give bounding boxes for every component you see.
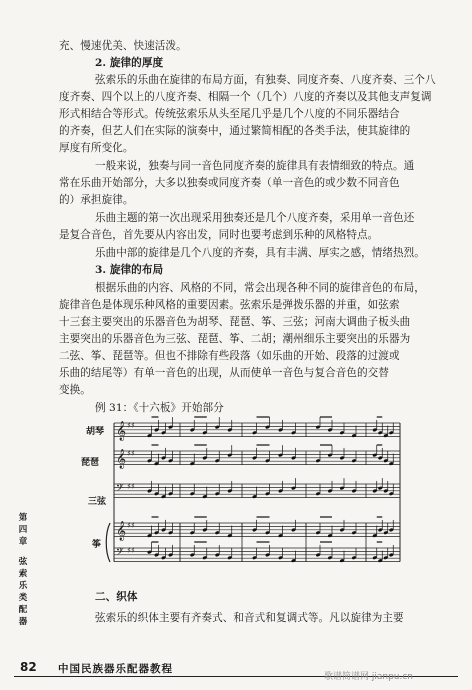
instrument-label-pipa: 琵琶	[81, 458, 100, 468]
sidebar-gap	[14, 548, 32, 556]
text-line: 厚度有所变化。	[59, 142, 134, 154]
text-line: 旋律音色是体现乐种风格的重要因素。弦索乐是弹拨乐器的并重，如弦索	[59, 299, 400, 311]
text-line: 是复合音色，首先要从内容出发，同时也要考虑到乐种的风格特点。	[59, 229, 379, 241]
page-number: 82	[20, 660, 37, 674]
text-line: 充、慢速优美、快速活泼。	[59, 40, 187, 52]
sidebar-char: 类	[18, 593, 28, 603]
text-line: 二弦、筝、琵琶等。但也不排除有些段落（如乐曲的开始、段落的过渡或	[59, 350, 400, 362]
section-heading-texture: 二、织体	[95, 591, 138, 603]
text-line: 乐曲的结尾等）有单一音色的出现，从而使单一音色与复合音色的交替	[59, 367, 389, 379]
instrument-label-zheng: 筝	[92, 540, 102, 550]
text-line: 常在乐曲开始部分，大多以独奏或同度齐奏（单一音色的或少数不同音色	[59, 177, 400, 189]
section-heading-layout: 3. 旋律的布局	[95, 264, 164, 276]
instrument-label-sanxian: 三弦	[88, 497, 107, 507]
text-line: 度齐奏、四个以上的八度齐奏、相隔一个（几个）八度的齐奏以及其他支声复调	[59, 91, 432, 103]
key-signature: ♯♯	[127, 546, 135, 555]
instrument-label-huqin: 胡琴	[86, 427, 105, 437]
treble-clef: 𝄞	[116, 521, 127, 541]
treble-clef: 𝄞	[116, 449, 127, 469]
text-line: 根据乐曲的内容、风格的不同，常会出现各种不同的旋律音色的布局，	[95, 282, 425, 294]
text-line: 的）承担旋律。	[59, 194, 134, 206]
text-line: 乐曲中部的旋律是几个八度的齐奏，具有丰满、厚实之感，情绪热烈。	[95, 247, 425, 259]
treble-clef: 𝄞	[116, 421, 127, 441]
sidebar-char: 乐	[18, 581, 28, 591]
text-line: 的齐奏，但艺人们在实际的演奏中，通过繁简相配的各类手法，使其旋律的	[59, 125, 411, 137]
key-signature: ♯♯	[127, 521, 135, 530]
sidebar-char: 章	[18, 537, 28, 547]
bass-clef: 𝄢	[116, 546, 124, 560]
sidebar-char: 第	[18, 513, 28, 523]
text-line: 弦索乐的织体主要有齐奏式、和音式和复调式等。凡以旋律为主要	[95, 612, 404, 624]
sidebar-char: 器	[18, 617, 28, 627]
section-heading-thickness: 2. 旋律的厚度	[95, 57, 164, 69]
key-signature: ♯♯	[127, 449, 135, 458]
watermark: 歌谱简谱网 jianpu.cn	[324, 672, 414, 682]
text-line: 形式相结合等形式。传统弦索乐从头至尾几乎是几个八度的不同乐器结合	[59, 108, 400, 120]
sidebar-char: 配	[18, 605, 28, 615]
key-signature: ♯♯	[127, 421, 135, 430]
sidebar-char: 索	[18, 569, 28, 579]
sidebar-char: 弦	[18, 557, 28, 567]
text-line: 一般来说，独奏与同一音色同度齐奏的旋律具有表情细致的特点。通	[95, 160, 415, 172]
text-line: 主要突出的乐器音色为三弦、琵琶、筝、二胡；潮州细乐主要突出的乐器为	[59, 333, 411, 345]
book-title: 中国民族器乐配器教程	[58, 663, 173, 675]
bass-clef: 𝄢	[116, 482, 124, 496]
brace	[106, 523, 110, 562]
example-caption: 例 31：《十六板》开始部分	[95, 402, 224, 414]
text-line: 十三套主要突出的乐器音色为胡琴、琵琶、筝、三弦；河南大调曲子板头曲	[59, 316, 411, 328]
text-line: 弦索乐的乐曲在旋律的布局方面，有独奏、同度齐奏、八度齐奏、三个八	[95, 74, 436, 86]
key-signature: ♯♯	[127, 482, 135, 491]
text-line: 变换。	[59, 384, 91, 396]
sidebar-char: 四	[18, 525, 28, 535]
text-line: 乐曲主题的第一次出现采用独奏还是几个八度齐奏，采用单一音色还	[95, 212, 415, 224]
sidebar-chapter-marker	[14, 512, 32, 628]
